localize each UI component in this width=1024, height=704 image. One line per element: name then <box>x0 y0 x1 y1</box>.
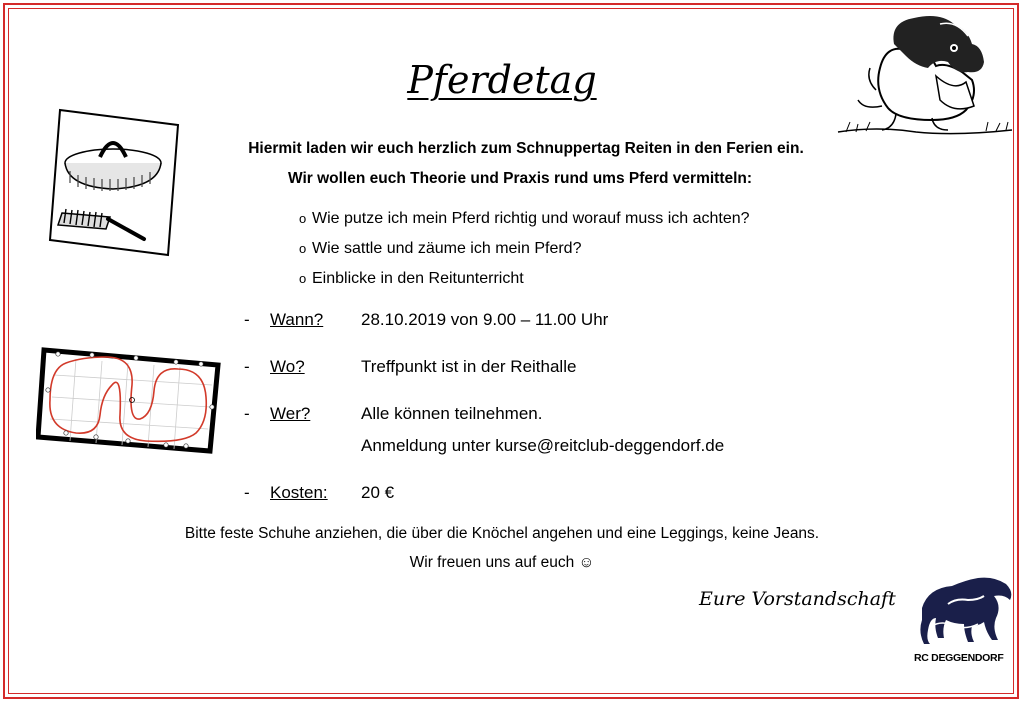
signature: Eure Vorstandschaft <box>699 588 896 610</box>
logo-text: RC DEGGENDORF <box>914 652 1004 664</box>
bullet: o <box>299 241 307 256</box>
where-value: Treffpunkt ist in der Reithalle <box>361 357 577 376</box>
page-title: Pferdetag <box>407 58 597 102</box>
dash: - <box>244 483 250 502</box>
pony-cartoon-icon <box>836 10 1014 140</box>
grooming-brush-icon <box>38 105 188 263</box>
horses-logo-icon <box>914 574 1014 652</box>
note-shoes: Bitte feste Schuhe anziehen, die über die Knöchel angehen und eine Leggings, keine Jeans. <box>184 525 820 542</box>
when-label: Wann? <box>270 310 324 329</box>
when-value: 28.10.2019 von 9.00 – 11.00 Uhr <box>361 310 609 329</box>
topic-text: Einblicke in den Reitunterricht <box>312 270 524 287</box>
list-item <box>299 204 750 234</box>
who-label: Wer? <box>270 404 311 423</box>
where-label: Wo? <box>270 357 305 376</box>
riding-arena-figure-icon <box>36 345 226 457</box>
bullet: o <box>299 211 307 226</box>
dash: - <box>244 310 250 329</box>
note-closing: Wir freuen uns auf euch ☺ <box>409 554 595 571</box>
topic-text: Wie sattle und zäume ich mein Pferd? <box>312 240 582 257</box>
intro-line-1: Hiermit laden wir euch herzlich zum Schnuppertag Reiten in den Ferien ein. <box>248 140 804 157</box>
list-item <box>299 234 750 264</box>
intro-line-2: Wir wollen euch Theorie und Praxis rund ums Pferd vermitteln: <box>287 170 753 187</box>
cost-label: Kosten: <box>270 483 328 502</box>
dash: - <box>244 404 250 423</box>
dash: - <box>244 357 250 376</box>
topics-list <box>299 204 750 294</box>
topic-text: Wie putze ich mein Pferd richtig und worauf muss ich achten? <box>312 210 750 227</box>
cost-value: 20 € <box>361 483 395 502</box>
bullet: o <box>299 271 307 286</box>
who-value: Alle können teilnehmen. <box>361 404 543 423</box>
registration-value: Anmeldung unter kurse@reitclub-deggendorf.de <box>361 436 725 455</box>
list-item <box>299 264 750 294</box>
